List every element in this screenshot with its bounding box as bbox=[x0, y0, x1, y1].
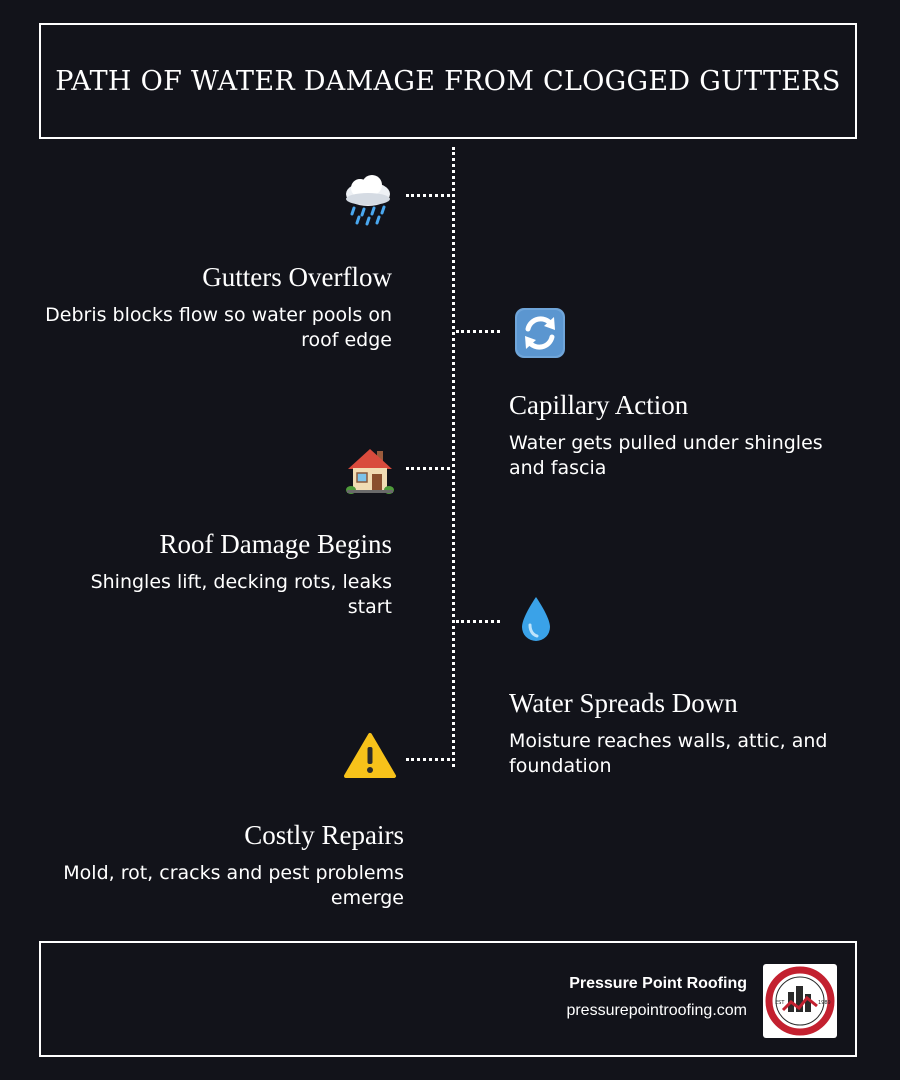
step-description: Shingles lift, decking rots, leaks start bbox=[90, 571, 392, 618]
connector-1 bbox=[406, 194, 450, 197]
title-box bbox=[39, 23, 857, 139]
step-costly-repairs bbox=[24, 820, 404, 911]
pressure-point-roofing-logo bbox=[763, 964, 837, 1038]
step-heading: Capillary Action bbox=[509, 390, 689, 420]
step-heading: Gutters Overflow bbox=[202, 262, 392, 292]
company-url: pressurepointroofing.com bbox=[566, 1002, 747, 1019]
step-description: Moisture reaches walls, attic, and foundation bbox=[509, 730, 828, 777]
step-roof-damage-begins bbox=[52, 529, 392, 620]
house-icon bbox=[345, 445, 395, 502]
timeline-dotted-line bbox=[452, 147, 455, 767]
step-description: Debris blocks flow so water pools on roof edge bbox=[45, 304, 392, 351]
step-heading: Water Spreads Down bbox=[509, 688, 738, 718]
warning-icon bbox=[343, 732, 397, 787]
step-gutters-overflow bbox=[32, 262, 392, 353]
page-title: PATH OF WATER DAMAGE FROM CLOGGED GUTTERS bbox=[55, 65, 841, 97]
company-name: Pressure Point Roofing bbox=[569, 975, 747, 992]
step-water-spreads-down bbox=[509, 688, 859, 779]
connector-5 bbox=[406, 758, 450, 761]
step-description: Water gets pulled under shingles and fascia bbox=[509, 432, 823, 479]
water-drop-icon bbox=[518, 595, 554, 652]
arrows-cycle-icon bbox=[514, 307, 566, 366]
connector-3 bbox=[406, 467, 450, 470]
step-capillary-action bbox=[509, 390, 859, 481]
step-description: Mold, rot, cracks and pest problems emerge bbox=[63, 862, 404, 909]
svg-text:EST: EST bbox=[775, 1000, 785, 1006]
brand-info bbox=[566, 975, 747, 1020]
footer-box bbox=[39, 941, 857, 1057]
step-heading: Roof Damage Begins bbox=[159, 529, 392, 559]
step-heading: Costly Repairs bbox=[244, 820, 404, 850]
svg-text:1989: 1989 bbox=[818, 1000, 831, 1006]
rain-cloud-icon bbox=[342, 174, 394, 233]
connector-2 bbox=[456, 330, 500, 333]
connector-4 bbox=[456, 620, 500, 623]
